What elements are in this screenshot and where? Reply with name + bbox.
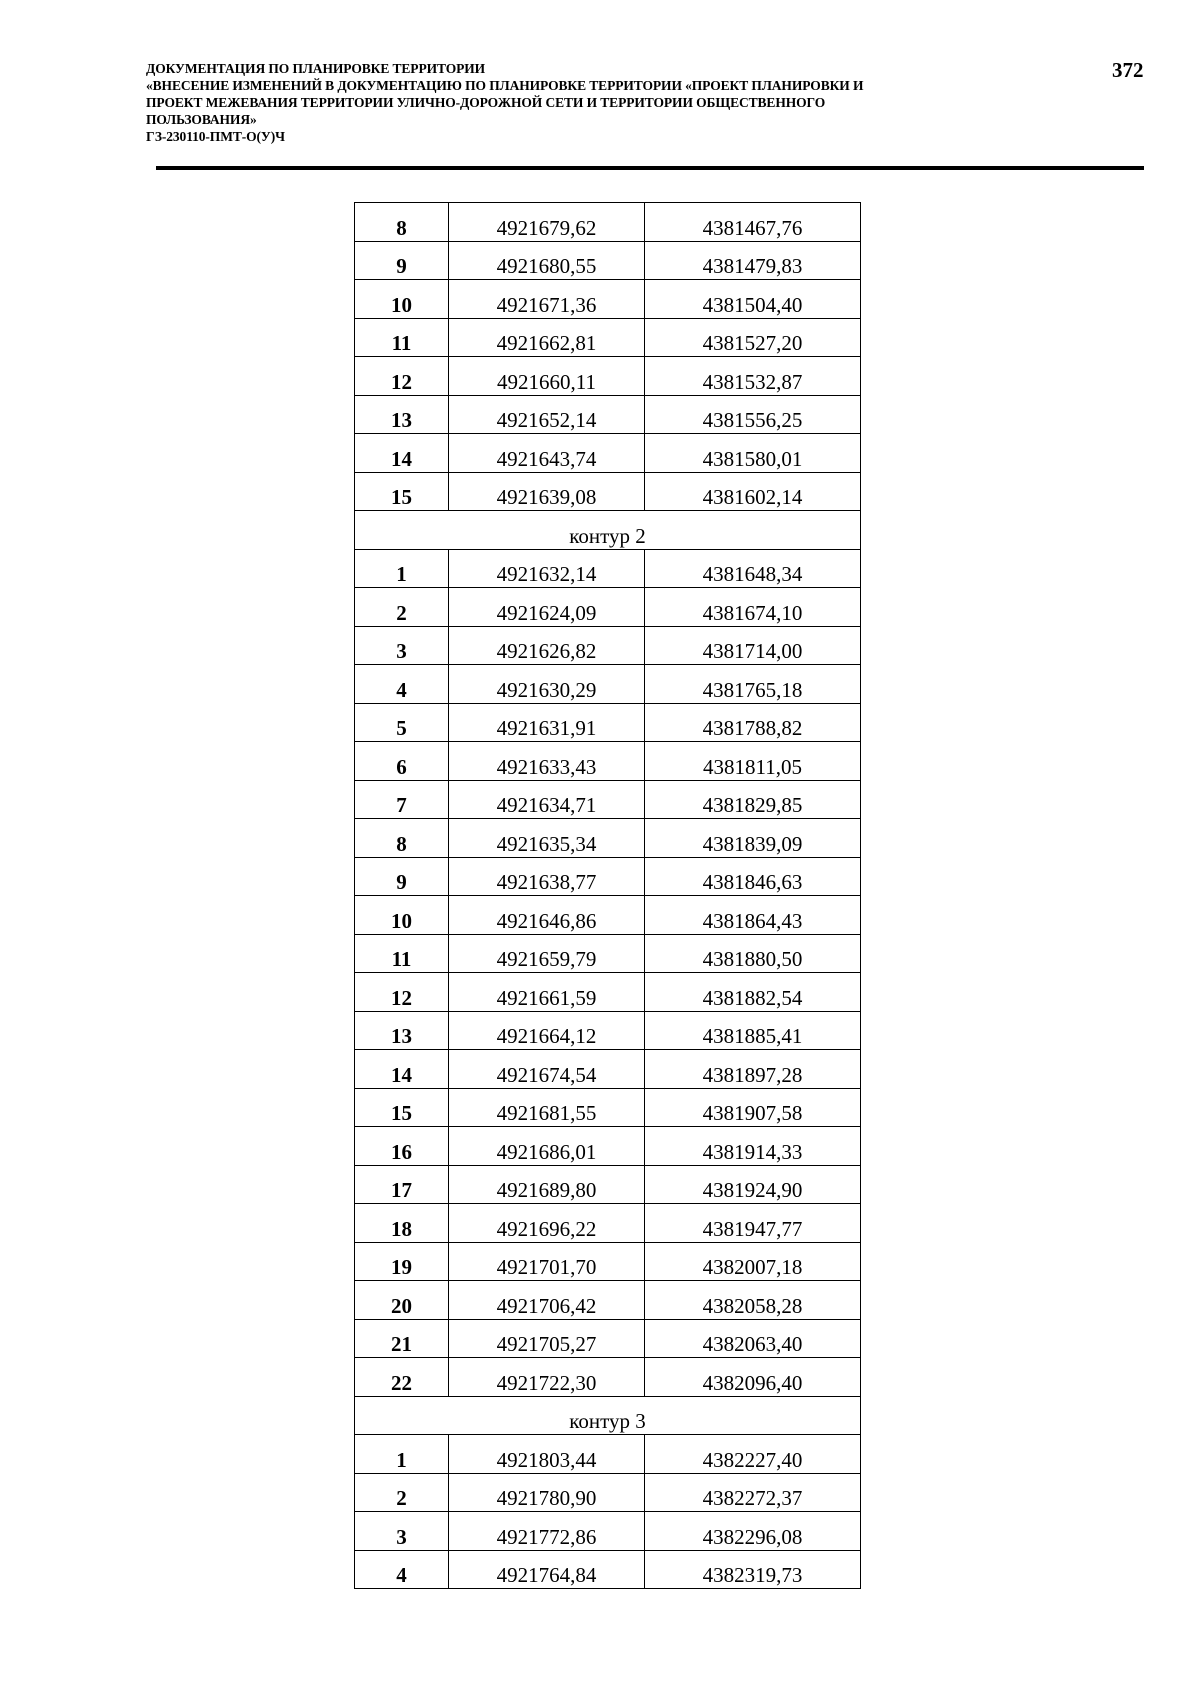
y-coordinate: 4382296,08 [645, 1512, 861, 1551]
coordinates-table [354, 202, 861, 1589]
x-coordinate: 4921671,36 [449, 280, 645, 319]
x-coordinate: 4921638,77 [449, 857, 645, 896]
table-row [355, 819, 861, 858]
y-coordinate: 4381907,58 [645, 1088, 861, 1127]
point-number: 15 [355, 472, 449, 511]
point-number: 6 [355, 742, 449, 781]
table-row [355, 1550, 861, 1589]
table-row [355, 973, 861, 1012]
y-coordinate: 4381580,01 [645, 434, 861, 473]
table-row [355, 1281, 861, 1320]
point-number: 18 [355, 1204, 449, 1243]
point-number: 4 [355, 1550, 449, 1589]
x-coordinate: 4921652,14 [449, 395, 645, 434]
point-number: 12 [355, 357, 449, 396]
x-coordinate: 4921635,34 [449, 819, 645, 858]
point-number: 14 [355, 1050, 449, 1089]
y-coordinate: 4382058,28 [645, 1281, 861, 1320]
x-coordinate: 4921660,11 [449, 357, 645, 396]
point-number: 11 [355, 934, 449, 973]
table-row [355, 1435, 861, 1474]
table-row [355, 1165, 861, 1204]
table-row [355, 626, 861, 665]
point-number: 15 [355, 1088, 449, 1127]
point-number: 2 [355, 1473, 449, 1512]
header-line: «ВНЕСЕНИЕ ИЗМЕНЕНИЙ В ДОКУМЕНТАЦИЮ ПО ПЛАНИРОВКЕ ТЕРРИТОРИИ «ПРОЕКТ ПЛАНИРОВКИ И [146, 78, 864, 93]
y-coordinate: 4382227,40 [645, 1435, 861, 1474]
x-coordinate: 4921764,84 [449, 1550, 645, 1589]
x-coordinate: 4921680,55 [449, 241, 645, 280]
y-coordinate: 4382319,73 [645, 1550, 861, 1589]
x-coordinate: 4921803,44 [449, 1435, 645, 1474]
y-coordinate: 4382063,40 [645, 1319, 861, 1358]
table-row [355, 1011, 861, 1050]
table-row [355, 742, 861, 781]
x-coordinate: 4921780,90 [449, 1473, 645, 1512]
y-coordinate: 4381648,34 [645, 549, 861, 588]
section-label: контур 3 [355, 1396, 861, 1435]
point-number: 2 [355, 588, 449, 627]
table-row [355, 203, 861, 242]
header-divider [156, 166, 1144, 170]
y-coordinate: 4381811,05 [645, 742, 861, 781]
y-coordinate: 4382007,18 [645, 1242, 861, 1281]
point-number: 4 [355, 665, 449, 704]
table-row [355, 434, 861, 473]
y-coordinate: 4381882,54 [645, 973, 861, 1012]
point-number: 9 [355, 241, 449, 280]
table-row [355, 318, 861, 357]
x-coordinate: 4921664,12 [449, 1011, 645, 1050]
x-coordinate: 4921705,27 [449, 1319, 645, 1358]
table-row [355, 1358, 861, 1397]
table-row [355, 703, 861, 742]
point-number: 22 [355, 1358, 449, 1397]
point-number: 19 [355, 1242, 449, 1281]
y-coordinate: 4381924,90 [645, 1165, 861, 1204]
x-coordinate: 4921686,01 [449, 1127, 645, 1166]
x-coordinate: 4921706,42 [449, 1281, 645, 1320]
x-coordinate: 4921722,30 [449, 1358, 645, 1397]
table-row [355, 857, 861, 896]
table-row [355, 280, 861, 319]
y-coordinate: 4381880,50 [645, 934, 861, 973]
y-coordinate: 4381765,18 [645, 665, 861, 704]
point-number: 21 [355, 1319, 449, 1358]
y-coordinate: 4381532,87 [645, 357, 861, 396]
table-row [355, 1319, 861, 1358]
x-coordinate: 4921659,79 [449, 934, 645, 973]
y-coordinate: 4381885,41 [645, 1011, 861, 1050]
point-number: 10 [355, 280, 449, 319]
x-coordinate: 4921646,86 [449, 896, 645, 935]
point-number: 14 [355, 434, 449, 473]
y-coordinate: 4381897,28 [645, 1050, 861, 1089]
x-coordinate: 4921661,59 [449, 973, 645, 1012]
table-row [355, 665, 861, 704]
point-number: 11 [355, 318, 449, 357]
table-row [355, 241, 861, 280]
y-coordinate: 4382272,37 [645, 1473, 861, 1512]
header-line: ПРОЕКТ МЕЖЕВАНИЯ ТЕРРИТОРИИ УЛИЧНО-ДОРОЖНОЙ СЕТИ И ТЕРРИТОРИИ ОБЩЕСТВЕННОГО [146, 95, 826, 110]
table-row [355, 1242, 861, 1281]
y-coordinate: 4381829,85 [645, 780, 861, 819]
y-coordinate: 4381556,25 [645, 395, 861, 434]
y-coordinate: 4381674,10 [645, 588, 861, 627]
y-coordinate: 4381788,82 [645, 703, 861, 742]
x-coordinate: 4921632,14 [449, 549, 645, 588]
point-number: 13 [355, 395, 449, 434]
y-coordinate: 4381527,20 [645, 318, 861, 357]
table-row [355, 1050, 861, 1089]
point-number: 1 [355, 1435, 449, 1474]
point-number: 3 [355, 626, 449, 665]
y-coordinate: 4381839,09 [645, 819, 861, 858]
table-row [355, 1088, 861, 1127]
table-row [355, 1204, 861, 1243]
point-number: 7 [355, 780, 449, 819]
table-row [355, 1473, 861, 1512]
x-coordinate: 4921643,74 [449, 434, 645, 473]
x-coordinate: 4921696,22 [449, 1204, 645, 1243]
table-row [355, 549, 861, 588]
y-coordinate: 4381602,14 [645, 472, 861, 511]
y-coordinate: 4381864,43 [645, 896, 861, 935]
point-number: 8 [355, 203, 449, 242]
point-number: 9 [355, 857, 449, 896]
y-coordinate: 4381947,77 [645, 1204, 861, 1243]
x-coordinate: 4921633,43 [449, 742, 645, 781]
x-coordinate: 4921674,54 [449, 1050, 645, 1089]
point-number: 17 [355, 1165, 449, 1204]
section-row [355, 1396, 861, 1435]
x-coordinate: 4921624,09 [449, 588, 645, 627]
table-row [355, 395, 861, 434]
y-coordinate: 4381467,76 [645, 203, 861, 242]
table-row [355, 780, 861, 819]
point-number: 5 [355, 703, 449, 742]
x-coordinate: 4921634,71 [449, 780, 645, 819]
table-row [355, 357, 861, 396]
x-coordinate: 4921679,62 [449, 203, 645, 242]
table-row [355, 934, 861, 973]
point-number: 20 [355, 1281, 449, 1320]
x-coordinate: 4921631,91 [449, 703, 645, 742]
header-line: ПОЛЬЗОВАНИЯ» [146, 112, 257, 127]
document-code: ГЗ-230110-ПМТ-О(У)Ч [146, 129, 285, 144]
x-coordinate: 4921626,82 [449, 626, 645, 665]
document-header [146, 60, 1046, 145]
header-line: ДОКУМЕНТАЦИЯ ПО ПЛАНИРОВКЕ ТЕРРИТОРИИ [146, 61, 486, 76]
y-coordinate: 4381846,63 [645, 857, 861, 896]
coordinates-table-body [355, 203, 861, 1589]
y-coordinate: 4381479,83 [645, 241, 861, 280]
y-coordinate: 4382096,40 [645, 1358, 861, 1397]
y-coordinate: 4381914,33 [645, 1127, 861, 1166]
section-label: контур 2 [355, 511, 861, 550]
point-number: 16 [355, 1127, 449, 1166]
x-coordinate: 4921701,70 [449, 1242, 645, 1281]
point-number: 13 [355, 1011, 449, 1050]
table-row [355, 1127, 861, 1166]
y-coordinate: 4381504,40 [645, 280, 861, 319]
table-row [355, 588, 861, 627]
x-coordinate: 4921630,29 [449, 665, 645, 704]
point-number: 1 [355, 549, 449, 588]
section-row [355, 511, 861, 550]
table-row [355, 896, 861, 935]
table-row [355, 472, 861, 511]
x-coordinate: 4921681,55 [449, 1088, 645, 1127]
point-number: 3 [355, 1512, 449, 1551]
table-row [355, 1512, 861, 1551]
point-number: 12 [355, 973, 449, 1012]
point-number: 10 [355, 896, 449, 935]
y-coordinate: 4381714,00 [645, 626, 861, 665]
point-number: 8 [355, 819, 449, 858]
x-coordinate: 4921772,86 [449, 1512, 645, 1551]
x-coordinate: 4921639,08 [449, 472, 645, 511]
page-number: 372 [1112, 58, 1144, 82]
x-coordinate: 4921662,81 [449, 318, 645, 357]
x-coordinate: 4921689,80 [449, 1165, 645, 1204]
